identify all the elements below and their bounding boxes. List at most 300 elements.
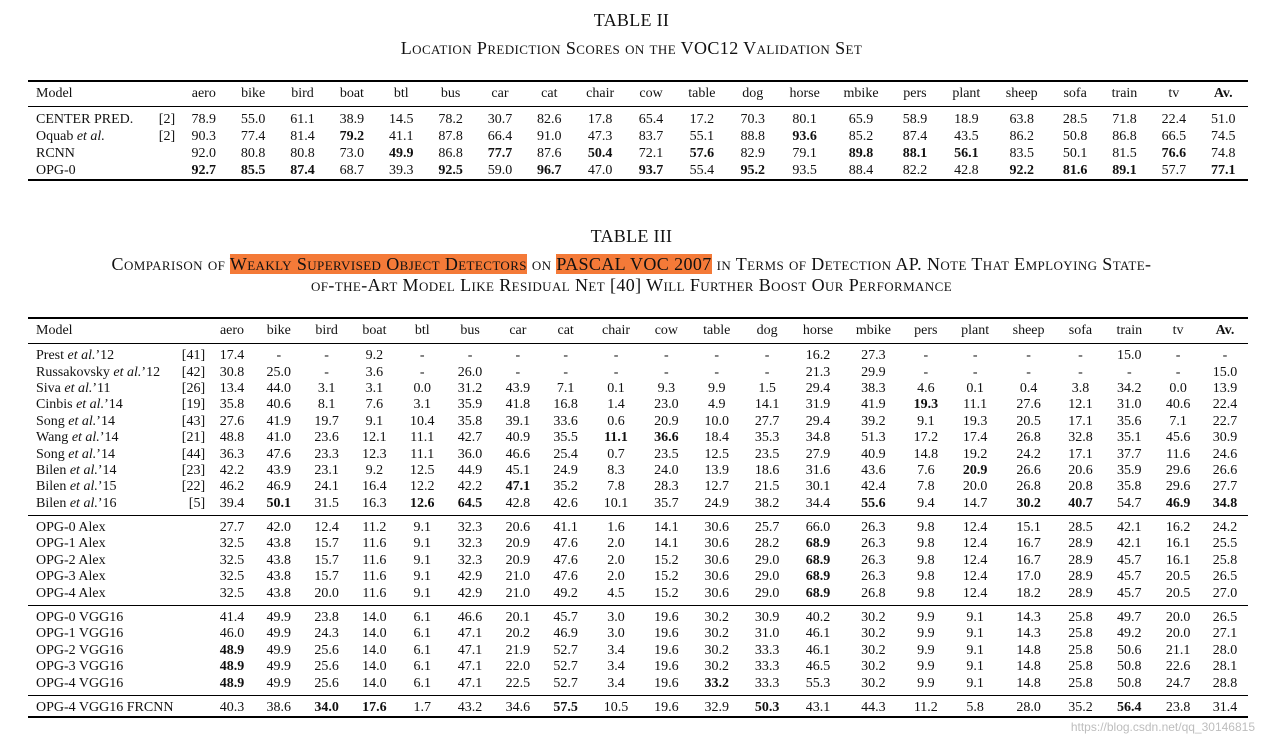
score-cell: 68.9 (805, 536, 831, 552)
score-cell: 74.5 (1211, 128, 1236, 144)
score-cell: 21.3 (805, 364, 831, 380)
score-cell: 3.1 (365, 380, 384, 396)
score-cell: 24.1 (314, 479, 339, 495)
table-row (28, 381, 1248, 397)
score-cell: 87.4 (290, 162, 315, 178)
score-cell: 19.7 (314, 413, 339, 429)
score-cell: 12.1 (362, 430, 387, 446)
score-cell: 30.6 (704, 536, 729, 552)
score-cell: 28.0 (1212, 642, 1238, 658)
score-cell: 19.6 (654, 659, 679, 675)
score-cell: 16.7 (1016, 552, 1041, 568)
score-cell: 20.0 (303, 585, 351, 605)
column-header: dog (728, 81, 777, 107)
table-3-caption-line-1 (0, 254, 1263, 275)
score-cell: 22.0 (505, 659, 531, 675)
score-cell: 42.4 (861, 479, 886, 495)
score-cell: 22.4 (1212, 397, 1238, 413)
score-cell: 28.8 (1202, 675, 1248, 695)
score-cell: 14.8 (1016, 659, 1041, 675)
score-cell: 49.9 (266, 610, 292, 626)
column-header: bird (303, 318, 351, 344)
column-header: tv (1154, 318, 1202, 344)
score-cell: 28.9 (1068, 552, 1093, 568)
table-row (28, 536, 1248, 552)
score-cell: 48.9 (209, 675, 255, 695)
score-cell: 0.0 (1169, 380, 1187, 396)
score-cell: - (1026, 364, 1031, 380)
column-header: aero (209, 318, 255, 344)
score-cell: 14.1 (754, 397, 780, 413)
score-cell: 10.5 (603, 700, 629, 715)
score-cell: 11.6 (362, 552, 387, 568)
table-row (28, 446, 1248, 462)
score-cell: 15.2 (654, 552, 679, 568)
score-cell: 17.4 (219, 348, 245, 364)
score-cell: 88.4 (848, 162, 874, 178)
score-cell: 20.6 (1068, 462, 1093, 478)
score-cell: 30.1 (805, 479, 831, 495)
caption-text: in Terms of Detection AP. Note That Employing State- (711, 254, 1152, 274)
score-cell: 27.7 (1212, 479, 1238, 495)
table-row (28, 145, 1248, 162)
reference: [5] (181, 496, 209, 516)
score-cell: 24.9 (690, 496, 743, 516)
score-cell: 0.1 (607, 380, 625, 396)
score-cell: 78.2 (438, 111, 463, 127)
score-cell: 26.3 (861, 552, 886, 568)
score-cell: 43.9 (505, 380, 531, 396)
score-cell: 21.0 (505, 569, 531, 585)
score-cell: 34.0 (314, 700, 339, 715)
score-cell: 15.0 (1117, 348, 1142, 364)
score-cell: - (276, 348, 282, 364)
score-cell: - (664, 348, 669, 364)
watermark: https://blog.csdn.net/qq_30146815 (1070, 720, 1255, 734)
score-cell: 47.1 (505, 479, 531, 495)
model-name: OPG-2 VGG16 (36, 642, 124, 658)
score-cell: 22.6 (1165, 659, 1191, 675)
score-cell: 30.2 (704, 610, 729, 626)
score-cell: 59.0 (487, 162, 513, 178)
score-cell: 16.8 (553, 397, 578, 413)
score-cell: - (972, 348, 978, 364)
score-cell: 38.3 (861, 380, 886, 396)
score-cell: 31.5 (303, 496, 351, 516)
table-row (28, 430, 1248, 446)
score-cell: 79.2 (339, 128, 365, 144)
score-cell: 4.6 (917, 380, 935, 396)
score-cell: 34.4 (791, 496, 845, 516)
score-cell: 16.4 (362, 479, 387, 495)
score-cell: 15.7 (314, 569, 339, 585)
score-cell: 49.7 (1117, 610, 1142, 626)
score-cell: 65.4 (638, 111, 664, 127)
score-cell: 0.4 (1019, 380, 1038, 396)
score-cell: 43.9 (266, 462, 292, 478)
score-cell: 42.9 (446, 585, 494, 605)
score-cell: 96.7 (537, 162, 562, 178)
score-cell: 15.1 (1016, 520, 1041, 536)
column-header: cat (525, 81, 574, 107)
score-cell: 87.8 (438, 128, 463, 144)
score-cell: 23.0 (654, 397, 679, 413)
score-cell: 68.7 (339, 162, 365, 178)
score-cell: 14.0 (362, 659, 387, 675)
score-cell: 0.7 (607, 446, 625, 462)
score-cell: 11.6 (362, 569, 387, 585)
model-name: OPG-3 Alex (36, 569, 106, 585)
table-row (28, 364, 1248, 380)
model-name: CENTER PRED. (36, 111, 134, 127)
table-row (28, 695, 1248, 717)
score-cell: 19.6 (654, 626, 679, 642)
score-cell: 93.7 (638, 162, 664, 178)
score-cell: 11.6 (351, 585, 399, 605)
score-cell: 28.5 (1062, 111, 1088, 127)
reference (181, 536, 209, 552)
score-cell: 77.1 (1211, 162, 1236, 178)
reference: [21] (181, 430, 206, 446)
score-cell: 17.0 (1016, 569, 1041, 585)
score-cell: 9.9 (917, 626, 935, 642)
score-cell: 90.3 (191, 128, 217, 144)
score-cell: 28.9 (1068, 569, 1093, 585)
score-cell: 32.3 (457, 520, 483, 536)
score-cell: 46.2 (219, 479, 245, 495)
score-cell: 12.5 (704, 446, 729, 462)
score-cell: 25.8 (1068, 642, 1093, 658)
column-header: table (676, 81, 728, 107)
score-cell: 56.1 (954, 145, 979, 161)
score-cell: - (613, 348, 619, 364)
score-cell: 47.6 (553, 536, 578, 552)
score-cell: 17.2 (913, 430, 939, 446)
table-2-caption: Location Prediction Scores on the VOC12 Validation Set (400, 38, 863, 58)
score-cell: 12.4 (962, 569, 988, 585)
column-header: btl (377, 81, 426, 107)
score-cell: 14.3 (1016, 626, 1041, 642)
score-cell: 36.3 (219, 446, 245, 462)
score-cell: - (1175, 364, 1181, 380)
score-cell: - (764, 348, 770, 364)
score-cell: 32.5 (219, 569, 245, 585)
column-header: car (475, 81, 524, 107)
column-header: bird (278, 81, 327, 107)
score-cell: 83.7 (638, 128, 664, 144)
score-cell: 9.8 (917, 536, 935, 552)
score-cell: 45.7 (553, 610, 578, 626)
score-cell: 42.1 (1117, 536, 1142, 552)
model-name: Song et al.’14 (36, 446, 115, 462)
score-cell: 50.8 (1062, 128, 1088, 144)
score-cell: 3.0 (607, 626, 625, 642)
score-cell: 15.7 (314, 536, 339, 552)
score-cell: 14.0 (362, 626, 387, 642)
score-cell: 9.1 (365, 413, 384, 429)
score-cell: 32.5 (219, 552, 245, 568)
score-cell: 9.1 (413, 520, 431, 536)
score-cell: 50.8 (1117, 659, 1142, 675)
score-cell: 24.2 (1212, 520, 1238, 536)
column-header: chair (590, 318, 643, 344)
score-cell: 3.4 (607, 642, 625, 658)
score-cell: - (515, 348, 521, 364)
score-cell: - (714, 348, 720, 364)
score-cell: 14.1 (654, 520, 679, 536)
score-cell: 42.8 (954, 162, 979, 178)
score-cell: 66.4 (487, 128, 513, 144)
score-cell: 32.5 (219, 536, 245, 552)
score-cell: 26.5 (1212, 569, 1238, 585)
score-cell: 43.5 (954, 128, 979, 144)
score-cell: 11.2 (362, 520, 387, 536)
model-name: Wang et al.’14 (36, 430, 119, 446)
caption-highlight-pascal-voc: PASCAL VOC 2007 (556, 254, 712, 274)
score-cell: 16.2 (805, 348, 831, 364)
score-cell: 2.0 (607, 536, 625, 552)
score-cell: 44.3 (861, 700, 886, 715)
score-cell: 39.1 (505, 413, 531, 429)
score-cell: 17.4 (962, 430, 988, 446)
score-cell: 9.1 (966, 626, 984, 642)
score-cell: 43.8 (266, 536, 292, 552)
score-cell: 26.0 (457, 364, 483, 380)
score-cell: 19.3 (962, 413, 988, 429)
score-cell: 50.4 (587, 145, 613, 161)
score-cell: 30.2 (861, 659, 886, 675)
score-cell: 29.0 (754, 569, 780, 585)
score-cell: 41.1 (553, 520, 578, 536)
score-cell: 0.6 (607, 413, 625, 429)
reference: [2] (158, 128, 176, 144)
score-cell: 10.4 (409, 413, 435, 429)
score-cell: 24.0 (654, 462, 679, 478)
score-cell: 23.8 (314, 610, 339, 626)
score-cell: 23.3 (314, 446, 339, 462)
model-name: OPG-4 Alex (28, 585, 181, 605)
score-cell: 34.8 (1202, 496, 1248, 516)
score-cell: 42.9 (457, 569, 483, 585)
reference (181, 659, 209, 675)
column-header: sofa (1057, 318, 1105, 344)
score-cell: 16.1 (1165, 552, 1191, 568)
score-cell: 35.8 (1117, 479, 1142, 495)
score-cell: 9.1 (966, 659, 984, 675)
score-cell: 18.4 (704, 430, 729, 446)
score-cell: 46.9 (1154, 496, 1202, 516)
model-name: Russakovsky et al.’12 (36, 364, 161, 380)
score-cell: 25.5 (1212, 536, 1238, 552)
reference (181, 605, 209, 626)
score-cell: 9.9 (902, 675, 950, 695)
score-cell: 43.2 (457, 700, 483, 715)
score-cell: 35.6 (1117, 413, 1142, 429)
score-cell: 45.6 (1165, 430, 1191, 446)
column-header: horse (791, 318, 845, 344)
score-cell: 40.9 (861, 446, 886, 462)
score-cell: 33.2 (690, 675, 743, 695)
reference (181, 553, 209, 569)
score-cell: 57.5 (553, 700, 578, 715)
score-cell: 12.4 (962, 520, 988, 536)
score-cell: 17.6 (362, 700, 387, 715)
table-row (28, 675, 1248, 695)
score-cell: 20.5 (1154, 585, 1202, 605)
score-cell: 68.9 (805, 552, 831, 568)
score-cell: 49.2 (1117, 626, 1142, 642)
score-cell: - (467, 348, 473, 364)
score-cell: 43.8 (266, 569, 292, 585)
score-cell: 9.9 (917, 642, 935, 658)
model-name: RCNN (36, 145, 75, 161)
score-cell: 46.9 (266, 479, 292, 495)
score-cell: 16.1 (1165, 536, 1191, 552)
score-cell: 42.6 (542, 496, 590, 516)
score-cell: 25.8 (1068, 626, 1093, 642)
table-row (28, 643, 1248, 659)
reference: [23] (181, 462, 206, 478)
score-cell: 6.1 (413, 642, 431, 658)
column-header: boat (327, 81, 376, 107)
score-cell: 76.6 (1161, 145, 1187, 161)
score-cell: 14.7 (950, 496, 1001, 516)
column-header: table (690, 318, 743, 344)
score-cell: 9.2 (365, 348, 384, 364)
score-cell: 38.6 (266, 700, 292, 715)
table-row (28, 496, 1248, 516)
score-cell: 30.6 (704, 552, 729, 568)
score-cell: 18.9 (954, 111, 979, 127)
score-cell: 24.6 (1212, 446, 1238, 462)
score-cell: - (324, 348, 329, 364)
model-name: OPG-0 VGG16 (36, 610, 124, 626)
score-cell: 3.4 (607, 659, 625, 675)
model-name: OPG-3 VGG16 (36, 659, 124, 675)
score-cell: 16.3 (351, 496, 399, 516)
score-cell: 19.6 (654, 700, 679, 715)
score-cell: 30.8 (219, 364, 245, 380)
score-cell: 82.9 (740, 145, 766, 161)
score-cell: 3.4 (590, 675, 643, 695)
score-cell: 12.6 (398, 496, 446, 516)
score-cell: 21.9 (505, 642, 531, 658)
score-cell: 46.5 (805, 659, 831, 675)
score-cell: 9.8 (902, 585, 950, 605)
score-cell: 11.6 (362, 536, 387, 552)
score-cell: 87.4 (902, 128, 928, 144)
score-cell: 27.0 (1202, 585, 1248, 605)
score-cell: 47.0 (587, 162, 613, 178)
score-cell: 41.8 (505, 397, 531, 413)
column-header: cat (542, 318, 590, 344)
score-cell: 31.6 (805, 462, 831, 478)
score-cell: 92.7 (191, 162, 217, 178)
score-cell: 18.2 (1001, 585, 1057, 605)
score-cell: 30.6 (690, 585, 743, 605)
column-header: mbike (845, 318, 902, 344)
score-cell: 73.0 (339, 145, 365, 161)
score-cell: 12.4 (962, 536, 988, 552)
score-cell: 23.1 (314, 462, 339, 478)
score-cell: 21.5 (754, 479, 780, 495)
table-row (28, 553, 1248, 569)
score-cell: 6.1 (413, 659, 431, 675)
score-cell: 3.6 (365, 364, 384, 380)
score-cell: 33.3 (743, 675, 791, 695)
score-cell: 82.6 (537, 111, 562, 127)
score-cell: 49.9 (388, 145, 414, 161)
score-cell: 28.1 (1212, 659, 1238, 675)
score-cell: 13.9 (1212, 380, 1238, 396)
score-cell: 14.1 (654, 536, 679, 552)
score-cell: 20.6 (505, 520, 531, 536)
score-cell: 43.1 (805, 700, 831, 715)
score-cell: 46.9 (553, 626, 578, 642)
score-cell: 66.0 (805, 520, 831, 536)
model-name: Prest et al.’12 (36, 348, 115, 364)
score-cell: 19.6 (654, 642, 679, 658)
score-cell: 63.8 (1009, 111, 1034, 127)
score-cell: 12.3 (362, 446, 387, 462)
score-cell: 14.8 (1001, 675, 1057, 695)
score-cell: 24.2 (1016, 446, 1041, 462)
score-cell: - (515, 364, 521, 380)
score-cell: 40.9 (505, 430, 531, 446)
score-cell: 30.9 (1212, 430, 1238, 446)
score-cell: 29.4 (805, 413, 831, 429)
score-cell: 9.4 (902, 496, 950, 516)
score-cell: 85.5 (240, 162, 266, 178)
score-cell: 32.3 (457, 536, 483, 552)
model-name: Bilen et al.’15 (36, 479, 117, 495)
column-header: train (1100, 81, 1149, 107)
score-cell: - (923, 348, 929, 364)
score-cell: 9.8 (917, 569, 935, 585)
score-cell: - (419, 364, 425, 380)
score-cell: 42.0 (266, 520, 292, 536)
score-cell: 12.7 (704, 479, 729, 495)
score-cell: 68.9 (791, 585, 845, 605)
score-cell: 26.6 (1016, 462, 1041, 478)
score-cell: 10.0 (704, 413, 729, 429)
score-cell: 7.8 (917, 479, 935, 495)
score-cell: 3.1 (413, 397, 431, 413)
score-cell: 1.6 (607, 520, 625, 536)
score-cell: 7.6 (365, 397, 384, 413)
score-cell: 28.5 (1068, 520, 1093, 536)
score-cell: 86.2 (1009, 128, 1034, 144)
score-cell: 37.7 (1117, 446, 1142, 462)
score-cell: 30.2 (845, 675, 902, 695)
score-cell: 25.4 (553, 446, 578, 462)
score-cell: 40.2 (805, 610, 831, 626)
score-cell: 31.2 (457, 380, 483, 396)
score-cell: 28.9 (1057, 585, 1105, 605)
score-cell: 3.0 (607, 610, 625, 626)
column-header: Av. (1202, 318, 1248, 344)
reference: [26] (181, 380, 206, 396)
score-cell: - (563, 364, 568, 380)
score-cell: 14.0 (351, 675, 399, 695)
score-cell: 12.4 (314, 520, 339, 536)
score-cell: - (1126, 364, 1132, 380)
score-cell: 15.2 (654, 569, 679, 585)
score-cell: 81.4 (290, 128, 315, 144)
score-cell: 26.8 (1016, 430, 1041, 446)
table-row (28, 479, 1248, 495)
score-cell: 35.5 (553, 430, 578, 446)
